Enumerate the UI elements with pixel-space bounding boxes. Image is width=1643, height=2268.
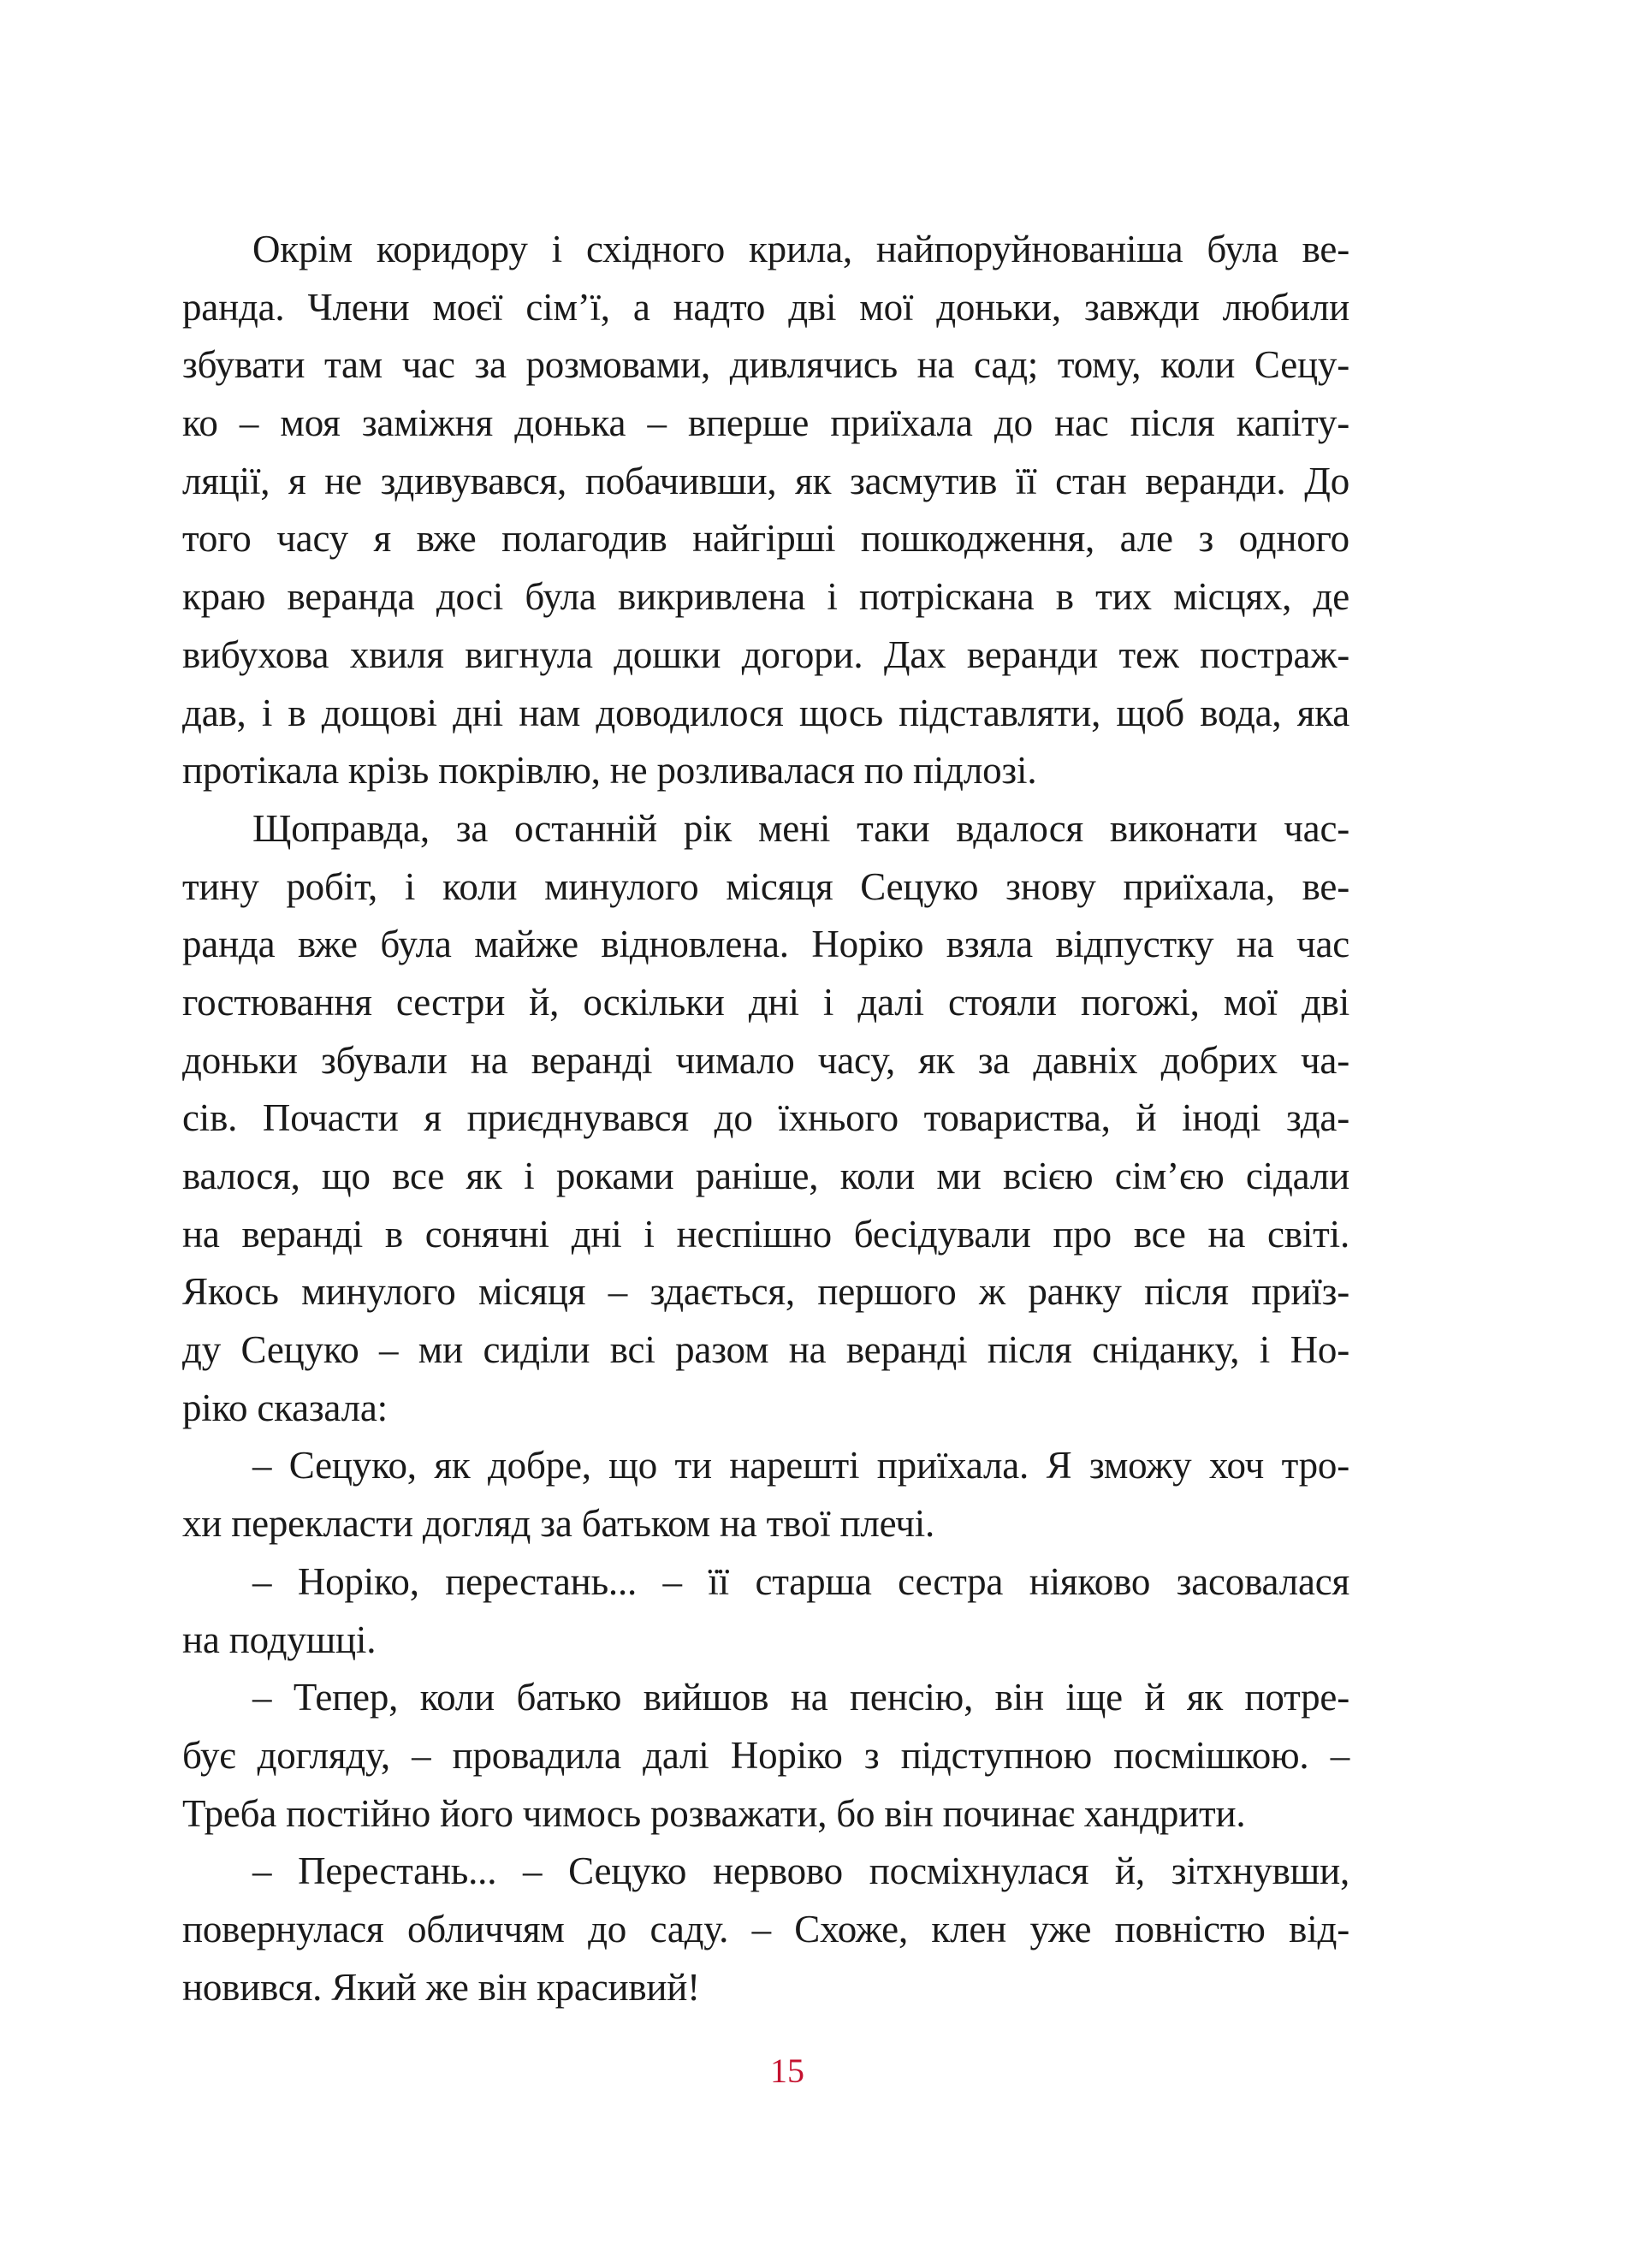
dialogue-noriko-2 (182, 1669, 1349, 1843)
text-line: – Перестань... – Сецуко нервово посміхнулася й, зітхнувши, (252, 1849, 1349, 1893)
text-line: – Тепер, коли батько вийшов на пенсію, він іще й як потре- (252, 1676, 1349, 1719)
dialogue-setsuko-1 (182, 1553, 1349, 1669)
text-line: ляції, я не здивувався, побачивши, як засмутив її стан веранди. До (182, 459, 1349, 502)
dialogue-setsuko-2 (182, 1843, 1349, 2016)
text-line: гостювання сестри й, оскільки дні і далі стояли погожі, мої дві (182, 980, 1349, 1024)
text-line: бує догляду, – провадила далі Норіко з підступною посмішкою. – (182, 1733, 1349, 1777)
text-line: доньки збували на веранді чимало часу, як за давніх добрих ча- (182, 1038, 1349, 1082)
text-line: – Сецуко, як добре, що ти нарешті приїхала. Я зможу хоч тро- (252, 1444, 1349, 1487)
text-line: краю веранда досі була викривлена і потріскана в тих місцях, де (182, 575, 1349, 619)
text-line: збувати там час за розмовами, дивлячись на сад; тому, коли Сецу- (182, 343, 1349, 387)
text-line: того часу я вже полагодив найгірші пошкодження, але з одного (182, 517, 1349, 561)
paragraph-veranda-damage (182, 221, 1349, 800)
text-line: ко – моя заміжня донька – вперше приїхала до нас після капіту- (182, 401, 1349, 445)
text-line: – Норіко, перестань... – її старша сестра ніяково засовалася (252, 1559, 1349, 1603)
text-line: хи перекласти догляд за батьком на твої плечі. (182, 1502, 935, 1546)
text-line: на веранді в сонячні дні і неспішно бесідували про все на світі. (182, 1212, 1349, 1256)
page-number: 15 (770, 2051, 804, 2090)
text-line: ранда вже була майже відновлена. Норіко взяла відпустку на час (182, 923, 1349, 966)
text-line: ріко сказала: (182, 1386, 388, 1429)
text-line: Треба постійно його чимось розважати, бо він починає хандрити. (182, 1791, 1246, 1835)
text-line: ду Сецуко – ми сиділи всі разом на веранді після сніданку, і Но- (182, 1328, 1349, 1372)
paragraph-veranda-restored (182, 800, 1349, 1438)
text-line: повернулася обличчям до саду. – Схоже, клен уже повністю від- (182, 1907, 1349, 1950)
text-line: Окрім коридору і східного крила, найпоруйнованіша була ве- (252, 228, 1349, 270)
text-line: протікала крізь покрівлю, не розливалася по підлозі. (182, 749, 1037, 793)
text-line: дав, і в дощові дні нам доводилося щось підставляти, щоб вода, яка (182, 691, 1349, 734)
text-line: тину робіт, і коли минулого місяця Сецуко знову приїхала, ве- (182, 864, 1349, 908)
text-line: сів. Почасти я приєднувався до їхнього товариства, й іноді зда- (182, 1096, 1349, 1140)
text-line: новився. Який же він красивий! (182, 1965, 700, 2009)
text-line: ранда. Члени моєї сім’ї, а надто дві мої доньки, завжди любили (182, 285, 1349, 329)
text-line: вибухова хвиля вигнула дошки догори. Дах веранди теж постраж- (182, 632, 1349, 676)
dialogue-noriko-1 (182, 1437, 1349, 1553)
text-line: Щоправда, за останній рік мені таки вдалося виконати час- (252, 806, 1349, 850)
body-text (182, 221, 1349, 2016)
text-line: валося, що все як і роками раніше, коли ми всією сім’єю сідали (182, 1155, 1349, 1197)
text-line: на подушці. (182, 1618, 377, 1661)
text-line: Якось минулого місяця – здається, першого ж ранку після приїз- (182, 1270, 1349, 1314)
